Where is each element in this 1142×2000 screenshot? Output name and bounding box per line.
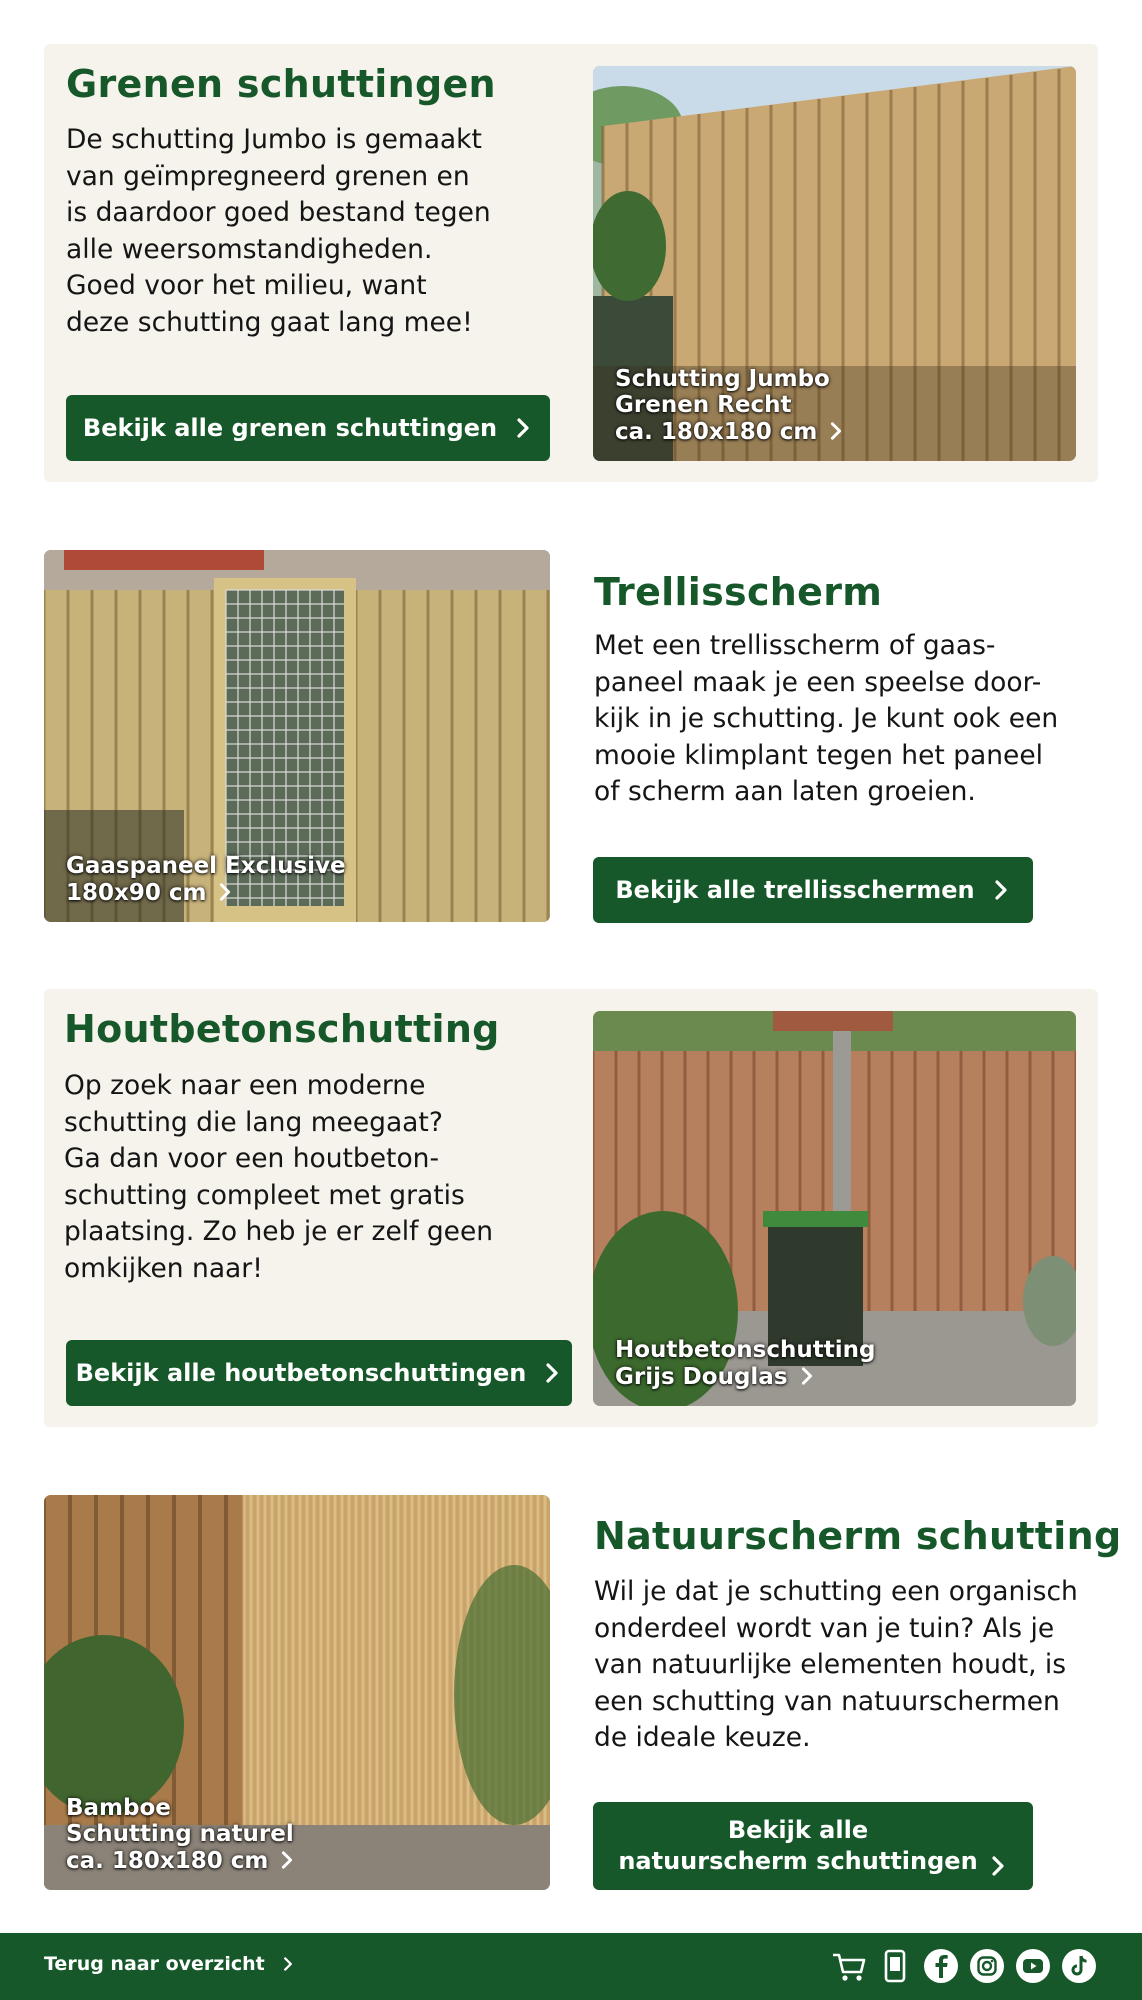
chevron-right-icon	[216, 883, 234, 901]
product-photo-bamboe[interactable]	[44, 1495, 550, 1890]
section-title-grenen: Grenen schuttingen	[66, 62, 496, 106]
product-photo-gaaspaneel[interactable]	[44, 550, 550, 922]
footer-icons	[830, 1947, 1098, 1985]
caption-bamboe[interactable]: Bamboe Schutting naturel ca. 180x180 cm	[66, 1795, 296, 1875]
chevron-right-icon	[798, 1367, 816, 1385]
grenen-schuttingen-button[interactable]	[66, 395, 550, 461]
footer-bar	[0, 1933, 1142, 2000]
section-text-trellisscherm: Met een trellisscherm of gaas- paneel maak je een speelse door- kijk in je schutting. Je kunt ook een mooie klimplant tegen het paneel of scherm aan laten groeien.	[594, 630, 1059, 807]
houtbeton-button-label: Bekijk alle houtbetonschuttingen	[75, 1358, 527, 1387]
instagram-icon[interactable]	[968, 1947, 1006, 1985]
product-photo-houtbeton[interactable]	[593, 1011, 1076, 1406]
houtbetonschuttingen-button[interactable]	[66, 1340, 572, 1406]
product-photo-schutting-jumbo[interactable]	[593, 66, 1076, 461]
youtube-icon[interactable]	[1014, 1947, 1052, 1985]
back-to-overview-link[interactable]	[44, 1953, 295, 1975]
chevron-right-icon	[827, 422, 845, 440]
caption-gaaspaneel[interactable]: Gaaspaneel Exclusive 180x90 cm	[66, 853, 346, 906]
trellisschermen-button[interactable]	[593, 857, 1033, 923]
section-title-trellisscherm: Trellisscherm	[594, 570, 883, 614]
natuurscherm-schuttingen-button[interactable]	[593, 1802, 1033, 1890]
chevron-right-icon	[988, 1856, 1008, 1876]
mobile-app-icon[interactable]	[876, 1947, 914, 1985]
chevron-right-icon	[991, 880, 1011, 900]
caption-houtbeton[interactable]: Houtbetonschutting Grijs Douglas	[615, 1337, 876, 1390]
back-link-label: Terug naar overzicht	[44, 1953, 265, 1975]
section-title-natuurscherm: Natuurscherm schutting	[594, 1514, 1122, 1558]
section-text-grenen: De schutting Jumbo is gemaakt van geïmpregneerd grenen en is daardoor goed bestand tegen alle weersomstandigheden. Goed voor het milieu, want deze schutting gaat lang mee!	[66, 124, 491, 338]
section-text-houtbeton: Op zoek naar een moderne schutting die lang meegaat? Ga dan voor een houtbeton- schutting compleet met gratis plaatsing. Zo heb je er zelf geen omkijken naar!	[64, 1070, 494, 1284]
chevron-right-icon	[281, 1957, 295, 1971]
section-title-houtbeton: Houtbetonschutting	[64, 1007, 500, 1051]
facebook-icon[interactable]	[922, 1947, 960, 1985]
grenen-button-label: Bekijk alle grenen schuttingen	[82, 413, 498, 442]
chevron-right-icon	[513, 418, 533, 438]
cart-icon[interactable]	[830, 1947, 868, 1985]
section-text-natuurscherm: Wil je dat je schutting een organisch onderdeel wordt van je tuin? Als je van natuurlijke elementen houdt, is een schutting van natuurschermen de ideale keuze.	[594, 1576, 1078, 1753]
natuurscherm-button-label: Bekijk alle natuurscherm schuttingen	[618, 1816, 978, 1875]
chevron-right-icon	[278, 1851, 296, 1869]
trellis-button-label: Bekijk alle trellisschermen	[615, 875, 975, 904]
tiktok-icon[interactable]	[1060, 1947, 1098, 1985]
chevron-right-icon	[542, 1363, 562, 1383]
caption-schutting-jumbo[interactable]: Schutting Jumbo Grenen Recht ca. 180x180 cm	[615, 366, 845, 446]
